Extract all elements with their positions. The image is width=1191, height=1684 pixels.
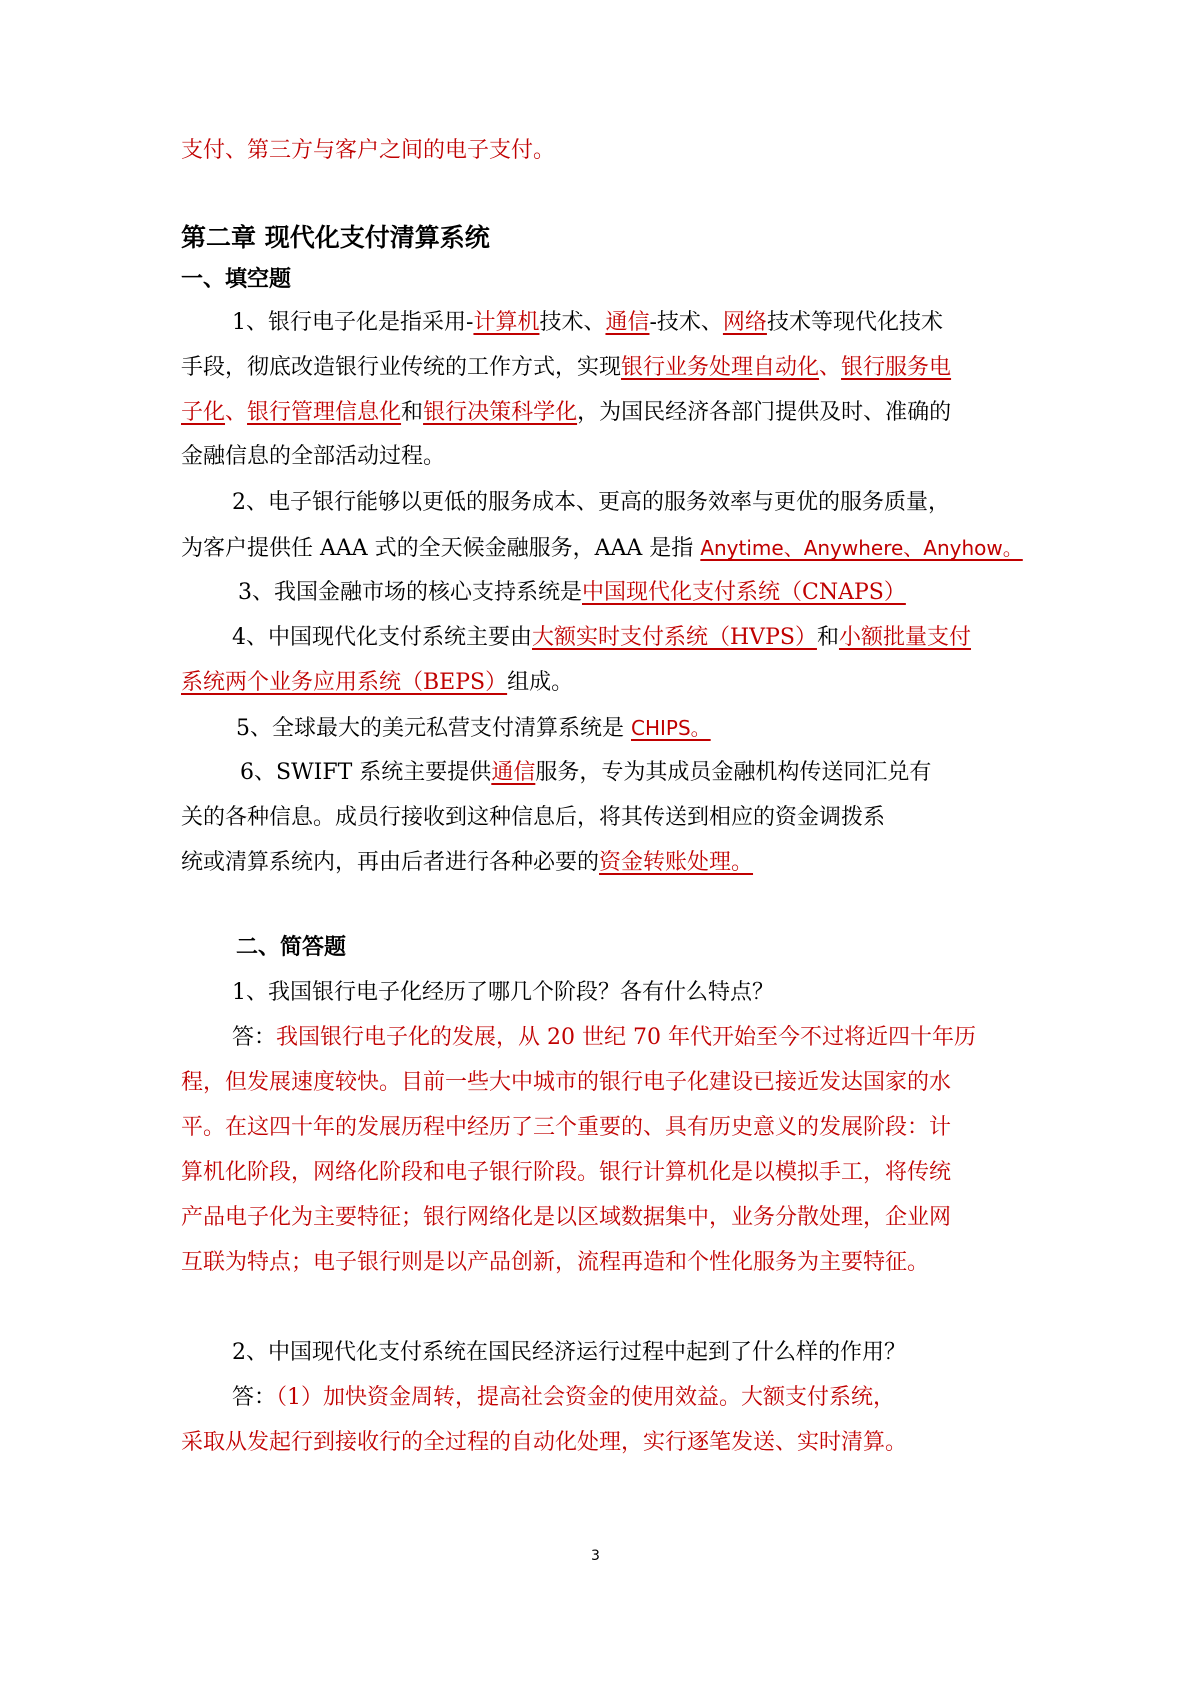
text: 3、我国金融市场的核心支持系统是 [238,580,582,605]
sa-q1-answer-line-1 [232,1023,976,1053]
answer-blank: 计算机 [473,310,540,335]
text: 和 [816,625,839,650]
text: 技术、 [539,310,606,335]
q1-line-3 [181,398,951,428]
q5-line [236,713,711,743]
answer-label: 答： [232,1025,277,1050]
text: 和 [401,400,424,425]
q2-line-1: 2、电子银行能够以更低的服务成本、更高的服务效率与更优的服务质量， [232,490,950,515]
answer-blank: 中国现代化支付系统（CNAPS） [582,580,906,605]
q2-line-2 [181,533,1023,563]
answer-blank: 大额实时支付系统（HVPS） [532,625,817,650]
answer-blank: Anytime、Anywhere、Anyhow。 [700,536,1023,560]
text: ，为国民经济各部门提供及时、准确的 [577,400,952,425]
answer-blank: 资金转账处理。 [599,850,754,875]
answer-blank: 通信 [491,760,536,785]
chapter-title: 第二章 现代化支付清算系统 [181,223,490,252]
text: 为客户提供任 AAA 式的全天候金融服务，AAA 是指 [181,536,701,561]
text: 5、全球最大的美元私营支付清算系统是 [236,716,631,741]
sa-q2-answer-line-2: 采取从发起行到接收行的全过程的自动化处理，实行逐笔发送、实时清算。 [181,1430,908,1455]
q4-line-1 [232,623,971,653]
answer-blank: 通信 [605,310,650,335]
page-number: 3 [591,1548,600,1564]
q6-line-2: 关的各种信息。成员行接收到这种信息后，将其传送到相应的资金调拨系 [181,805,886,830]
text: 1、银行电子化是指采用- [232,310,474,335]
answer-blank: 小额批量支付 [838,625,971,650]
text: 4、中国现代化支付系统主要由 [232,625,532,650]
sa-q1-answer-line-5: 产品电子化为主要特征；银行网络化是以区域数据集中，业务分散处理，企业网 [181,1205,952,1230]
q3-line [238,578,906,608]
section-title-fill-blank: 一、填空题 [181,267,292,292]
answer-blank: 网络 [722,310,767,335]
answer-text: （1）加快资金周转，提高社会资金的使用效益。大额支付系统， [276,1385,896,1410]
text: 、 [819,355,842,380]
text: 、 [225,400,248,425]
answer-label: 答： [232,1385,277,1410]
answer-text: 我国银行电子化的发展，从 20 世纪 70 年代开始至今不过将近四十年历 [276,1025,976,1050]
answer-blank: CHIPS。 [631,716,711,740]
continuation-text: 支付、第三方与客户之间的电子支付。 [181,138,556,163]
text: 6、SWIFT 系统主要提供 [240,760,492,785]
text: 技术等现代化技术 [766,310,943,335]
answer-blank: 银行业务处理自动化 [621,355,820,380]
answer-blank: 银行决策科学化 [423,400,578,425]
q6-line-1 [240,758,931,788]
section-title-short-answer: 二、简答题 [236,935,347,960]
sa-q2-answer-line-1 [232,1383,895,1413]
text: 组成。 [507,670,574,695]
text: 服务，专为其成员金融机构传送同汇兑有 [535,760,932,785]
text: 手段，彻底改造银行业传统的工作方式，实现 [181,355,622,380]
answer-blank: 银行服务电 [841,355,952,380]
text: -技术、 [649,310,723,335]
sa-q1-answer-line-6: 互联为特点；电子银行则是以产品创新，流程再造和个性化服务为主要特征。 [181,1250,930,1275]
q4-line-2 [181,668,573,698]
sa-q1-answer-line-2: 程，但发展速度较快。目前一些大中城市的银行电子化建设已接近发达国家的水 [181,1070,952,1095]
q6-line-3 [181,848,753,878]
q1-line-2 [181,353,951,383]
text: 统或清算系统内，再由后者进行各种必要的 [181,850,600,875]
answer-blank: 系统两个业务应用系统（BEPS） [181,670,508,695]
sa-q1-answer-line-3: 平。在这四十年的发展历程中经历了三个重要的、具有历史意义的发展阶段：计 [181,1115,952,1140]
q1-line-1 [232,308,943,338]
sa-q1-answer-line-4: 算机化阶段，网络化阶段和电子银行阶段。银行计算机化是以模拟手工，将传统 [181,1160,952,1185]
sa-q1-question: 1、我国银行电子化经历了哪几个阶段？各有什么特点？ [232,980,774,1005]
q1-line-4: 金融信息的全部活动过程。 [181,444,446,469]
answer-blank: 子化 [181,400,226,425]
answer-blank: 银行管理信息化 [247,400,402,425]
sa-q2-question: 2、中国现代化支付系统在国民经济运行过程中起到了什么样的作用？ [232,1340,906,1365]
